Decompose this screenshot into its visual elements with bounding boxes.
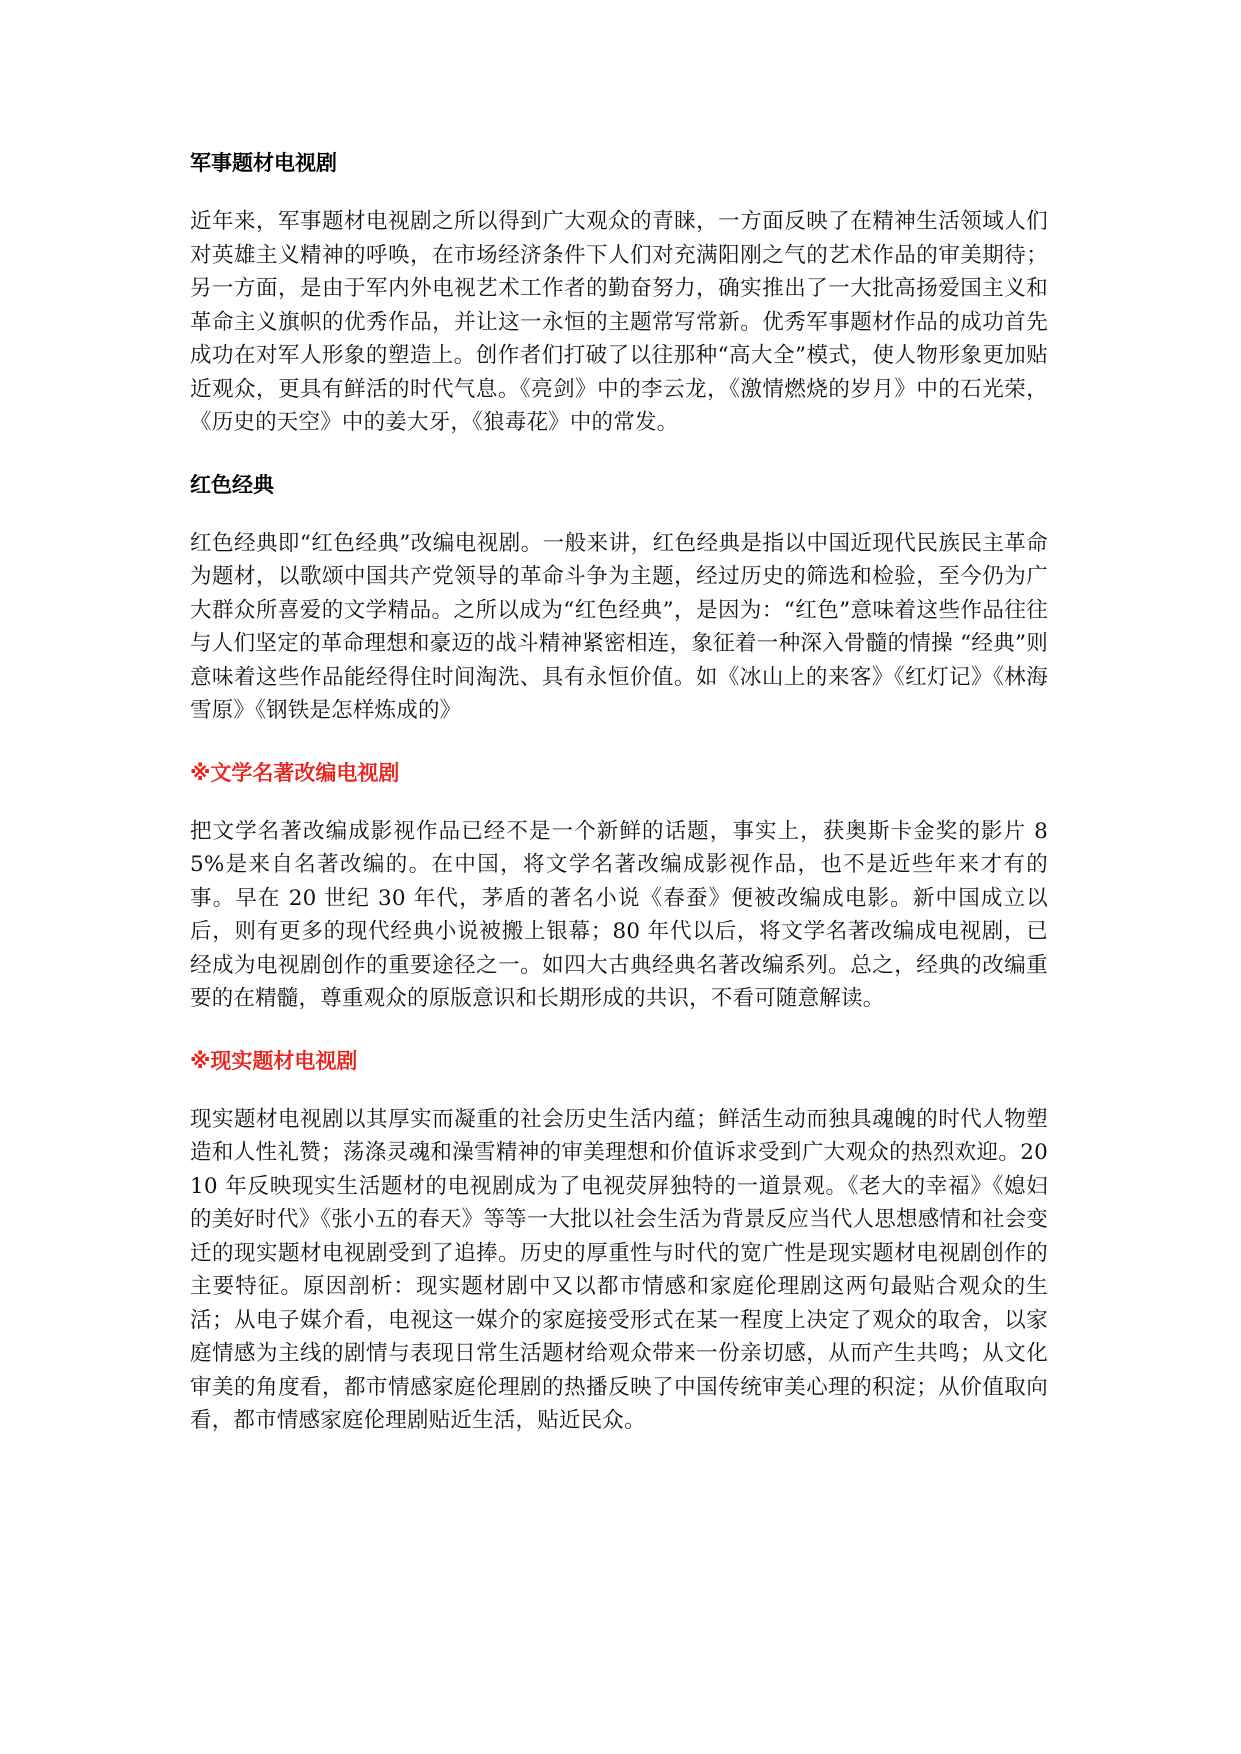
section-paragraph: 把文学名著改编成影视作品已经不是一个新鲜的话题，事实上，获奥斯卡金奖的影片 85%是来自名著改编的。在中国，将文学名著改编成影视作品，也不是近些年来才有的事。早在 20 世纪 30 年代，茅盾的著名小说《春蚕》便被改编成电影。新中国成立以后，则有更多的现代经典小说被搬上银幕；80 年代以后，将文学名著改编成电视剧，已经成为电视剧创作的重要途径之一。如四大古典经典名著改编系列。总之，经典的改编重要的在精髓，尊重观众的原版意识和长期形成的共识，不看可随意解读。: [190, 818, 1048, 1011]
section-heading: 红色经典: [190, 472, 274, 497]
section-paragraph: 红色经典即“红色经典”改编电视剧。一般来讲，红色经典是指以中国近现代民族民主革命为题材，以歌颂中国共产党领导的革命斗争为主题，经过历史的筛选和检验，至今仍为广大群众所喜爱的文学精品。之所以成为“红色经典”，是因为：“红色”意味着这些作品往往与人们坚定的革命理想和豪迈的战斗精神紧密相连，象征着一种深入骨髓的情操 “经典”则意味着这些作品能经得住时间淘洗、具有永恒价值。如《冰山上的来客》《红灯记》《林海雪原》《钢铁是怎样炼成的》: [190, 530, 1048, 723]
section-literary-adaptation: [190, 758, 1048, 1016]
section-paragraph: 近年来，军事题材电视剧之所以得到广大观众的青睐，一方面反映了在精神生活领域人们对英雄主义精神的呼唤，在市场经济条件下人们对充满阳刚之气的艺术作品的审美期待；另一方面，是由于军内外电视艺术工作者的勤奋努力，确实推出了一大批高扬爱国主义和革命主义旗帜的优秀作品，并让这一永恒的主题常写常新。优秀军事题材作品的成功首先成功在对军人形象的塑造上。创作者们打破了以往那种“高大全”模式，使人物形象更加贴近观众，更具有鲜活的时代气息。《亮剑》中的李云龙，《激情燃烧的岁月》中的石光荣，《历史的天空》中的姜大牙，《狼毒花》中的常发。: [190, 209, 1048, 435]
section-heading-highlighted: ※现实题材电视剧: [190, 1048, 358, 1073]
section-red-classics: [190, 470, 1048, 728]
section-realistic-drama: [190, 1046, 1048, 1438]
document-body: [190, 148, 1048, 1468]
section-military-drama: [190, 148, 1048, 440]
section-heading-highlighted: ※文学名著改编电视剧: [190, 760, 400, 785]
section-heading: 军事题材电视剧: [190, 151, 337, 175]
section-paragraph: 现实题材电视剧以其厚实而凝重的社会历史生活内蕴；鲜活生动而独具魂魄的时代人物塑造和人性礼赞；荡涤灵魂和澡雪精神的审美理想和价值诉求受到广大观众的热烈欢迎。2010 年反映现实生活题材的电视剧成为了电视荧屏独特的一道景观。《老大的幸福》《媳妇的美好时代》《张小五的春天》等等一大批以社会生活为背景反应当代人思想感情和社会变迁的现实题材电视剧受到了追捧。历史的厚重性与时代的宽广性是现实题材电视剧创作的主要特征。原因剖析：现实题材剧中又以都市情感和家庭伦理剧这两句最贴合观众的生活；从电子媒介看，电视这一媒介的家庭接受形式在某一程度上决定了观众的取舍，以家庭情感为主线的剧情与表现日常生活题材给观众带来一份亲切感，从而产生共鸣；从文化审美的角度看，都市情感家庭伦理剧的热播反映了中国传统审美心理的积淀；从价值取向看，都市情感家庭伦理剧贴近生活，贴近民众。: [190, 1106, 1048, 1433]
